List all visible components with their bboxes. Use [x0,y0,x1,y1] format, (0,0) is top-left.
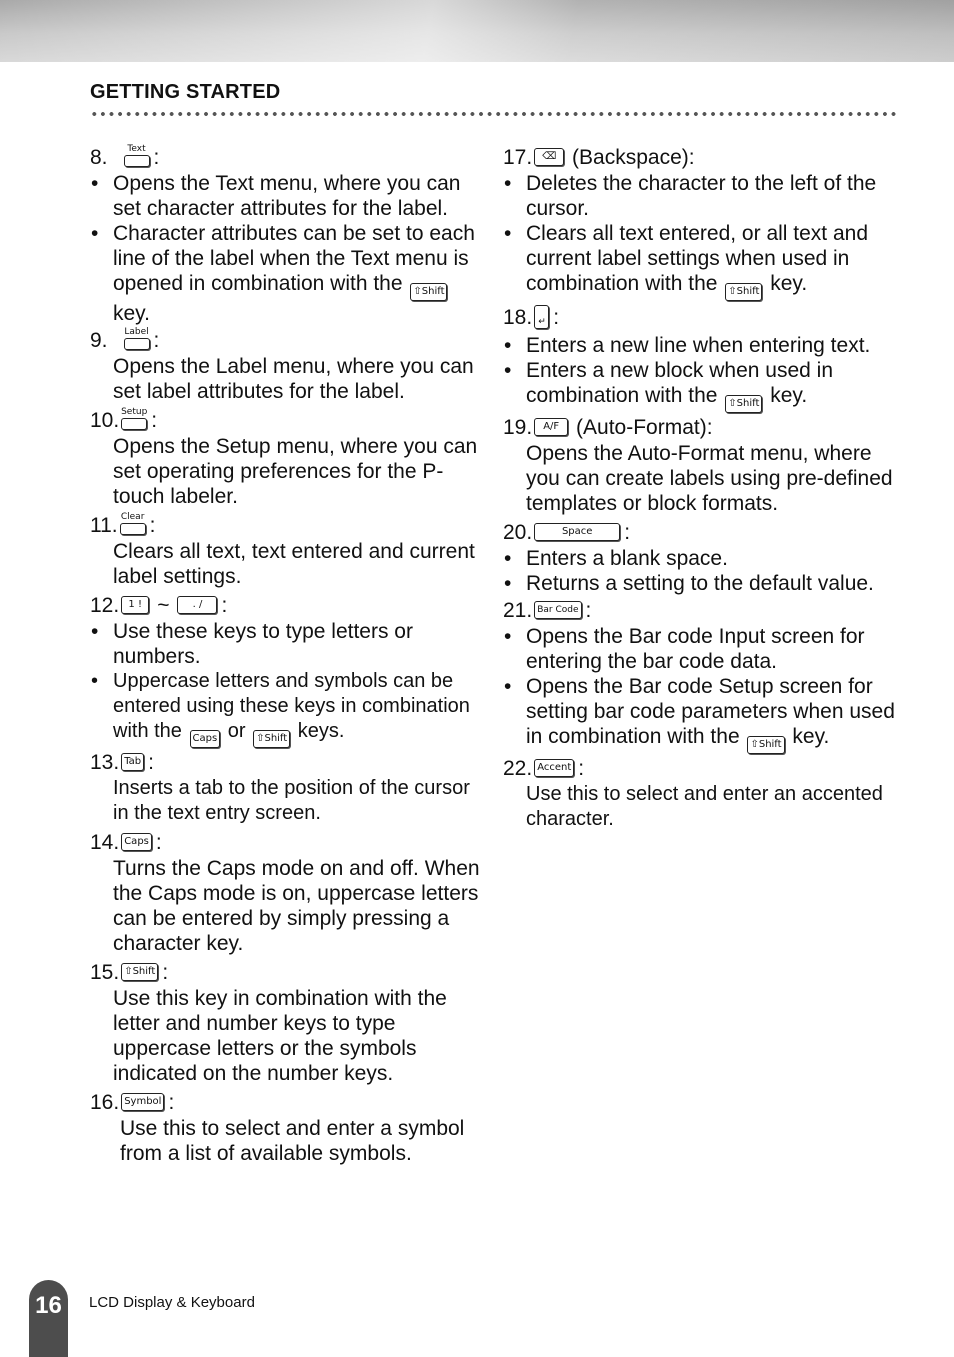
item-16: 16. Symbol : Use this to select and enter a symbol from a list of available symbols. [90,1088,482,1166]
label-key-icon: Label [124,338,150,350]
left-column [90,143,482,1168]
item-number: 16. [90,1090,120,1114]
dotted-divider [90,111,896,117]
period-key-icon: . / [177,596,217,614]
backspace-key-icon: ⌫ [534,148,564,166]
setup-key-icon: Setup [121,418,147,430]
item-10: 10. Setup : Opens the Setup menu, where you can set operating preferences for the P-touch labeler. [90,406,482,509]
item-14: 14. Caps : Turns the Caps mode on and off. When the Caps mode is on, uppercase letters can be entered by simply pressing a character key. [90,828,482,956]
clear-key-icon: Clear [120,523,146,535]
shift-key-icon: ⇧Shift [253,730,290,748]
bullet-text: • Enters a blank space. [503,546,898,571]
shift-key-icon: ⇧Shift [725,395,762,413]
text-key-icon: Text [124,155,150,167]
description: Inserts a tab to the position of the cursor in the text entry screen. [113,777,470,824]
accent-key-icon: Accent [534,759,574,777]
item-number: 17. [503,145,533,169]
bullet-text: • Deletes the character to the left of the cursor. [503,171,898,221]
item-9: 9. Label : Opens the Label menu, where you can set label attributes for the label. [90,326,482,404]
description: Clears all text, text entered and current label settings. [113,540,475,588]
bullet-text: • Opens the Text menu, where you can set character attributes for the label. [90,171,482,221]
header-sheen [0,0,954,62]
item-21: 21. Bar Code : • Opens the Bar code Input screen for entering the bar code data. • Opens the Bar code Setup screen for setting bar code parameters when used in combination with the ⇧Shift key. [503,596,898,754]
item-number: 19. [503,415,533,439]
item-12: 12. 1 ! ~ . / : • Use these keys to type letters or numbers. • Uppercase letters and symbols can be entered using these keys in combination with the Caps or ⇧Shift keys. [90,591,482,748]
item-number: 10. [90,408,120,432]
description: Use this key in combination with the letter and number keys to type uppercase letters or the symbols indicated on the number keys. [113,987,447,1085]
item-number: 22. [503,756,533,780]
item-number: 13. [90,750,120,774]
item-8: 8. Text : • Opens the Text menu, where you can set character attributes for the label. • Character attributes can be set to each line of the label when the Text menu is opened in combination with the ⇧Shift key. [90,143,482,326]
bullet-text: • Enters a new line when entering text. [503,333,898,358]
shift-key-icon: ⇧Shift [121,963,158,981]
page-number: 16 [35,1292,62,1319]
item-number: 20. [503,520,533,544]
bullet-text: • Opens the Bar code Setup screen for setting bar code parameters when used in combination with the ⇧Shift key. [503,674,898,754]
auto-format-key-icon: A/F [534,418,568,436]
item-20: 20. Space : • Enters a blank space. • Returns a setting to the default value. [503,518,898,596]
header-band [0,0,954,62]
description: Opens the Auto-Format menu, where you can create labels using pre-defined templates or block formats. [526,442,893,515]
enter-key-icon: ↵ [534,305,549,329]
bullet-text: • Use these keys to type letters or numbers. [90,619,482,669]
bullet-text: • Character attributes can be set to each line of the label when the Text menu is opened in combination with the ⇧Shift key. [90,221,482,326]
item-22: 22. Accent : Use this to select and enter an accented character. [503,754,898,832]
symbol-key-icon: Symbol [121,1093,164,1111]
item-number: 9. [90,328,108,352]
shift-key-icon: ⇧Shift [725,283,762,301]
description: Use this to select and enter a symbol from a list of available symbols. [120,1117,465,1165]
item-18: 18. ↵ : • Enters a new line when entering text. • Enters a new block when used in combination with the ⇧Shift key. [503,301,898,413]
tab-key-icon: Tab [121,753,144,771]
bullet-text: • Uppercase letters and symbols can be entered using these keys in combination with the Caps or ⇧Shift keys. [90,669,482,748]
item-11: 11. Clear : Clears all text, text entered and current label settings. [90,511,482,589]
description: Opens the Setup menu, where you can set operating preferences for the P-touch labeler. [113,435,478,508]
item-19: 19. A/F (Auto-Format): Opens the Auto-Format menu, where you can create labels using pre-defined templates or block formats. [503,413,898,516]
caps-key-icon: Caps [121,833,152,851]
shift-key-icon: ⇧Shift [747,736,784,754]
item-number: 14. [90,830,120,854]
item-number: 21. [503,598,533,622]
description: Use this to select and enter an accented character. [526,783,883,830]
description: Turns the Caps mode on and off. When the Caps mode is on, uppercase letters can be entered by simply pressing a character key. [113,857,480,955]
item-15: 15. ⇧Shift : Use this key in combination with the letter and number keys to type uppercase letters or the symbols indicated on the number keys. [90,958,482,1086]
caps-key-icon: Caps [190,730,221,748]
right-column [503,143,898,834]
item-number: 11. [90,513,118,537]
space-key-icon: Space [534,523,620,541]
bullet-text: • Opens the Bar code Input screen for entering the bar code data. [503,624,898,674]
shift-key-icon: ⇧Shift [410,283,447,301]
one-key-icon: 1 ! [121,596,149,614]
footer-title: LCD Display & Keyboard [89,1294,255,1311]
bullet-text: • Enters a new block when used in combination with the ⇧Shift key. [503,358,898,413]
item-number: 18. [503,305,533,329]
item-number: 8. [90,145,108,169]
bullet-text: • Returns a setting to the default value. [503,571,898,596]
description: Opens the Label menu, where you can set label attributes for the label. [113,355,474,403]
section-title: GETTING STARTED [90,81,281,103]
item-number: 15. [90,960,120,984]
bar-code-key-icon: Bar Code [534,601,581,619]
bullet-text: • Clears all text entered, or all text and current label settings when used in combination with the ⇧Shift key. [503,221,898,301]
item-number: 12. [90,593,120,617]
item-13: 13. Tab : Inserts a tab to the position of the cursor in the text entry screen. [90,748,482,826]
item-17: 17. ⌫ (Backspace): • Deletes the character to the left of the cursor. • Clears all text entered, or all text and current label settings when used in combination with the ⇧Shift key. [503,143,898,301]
